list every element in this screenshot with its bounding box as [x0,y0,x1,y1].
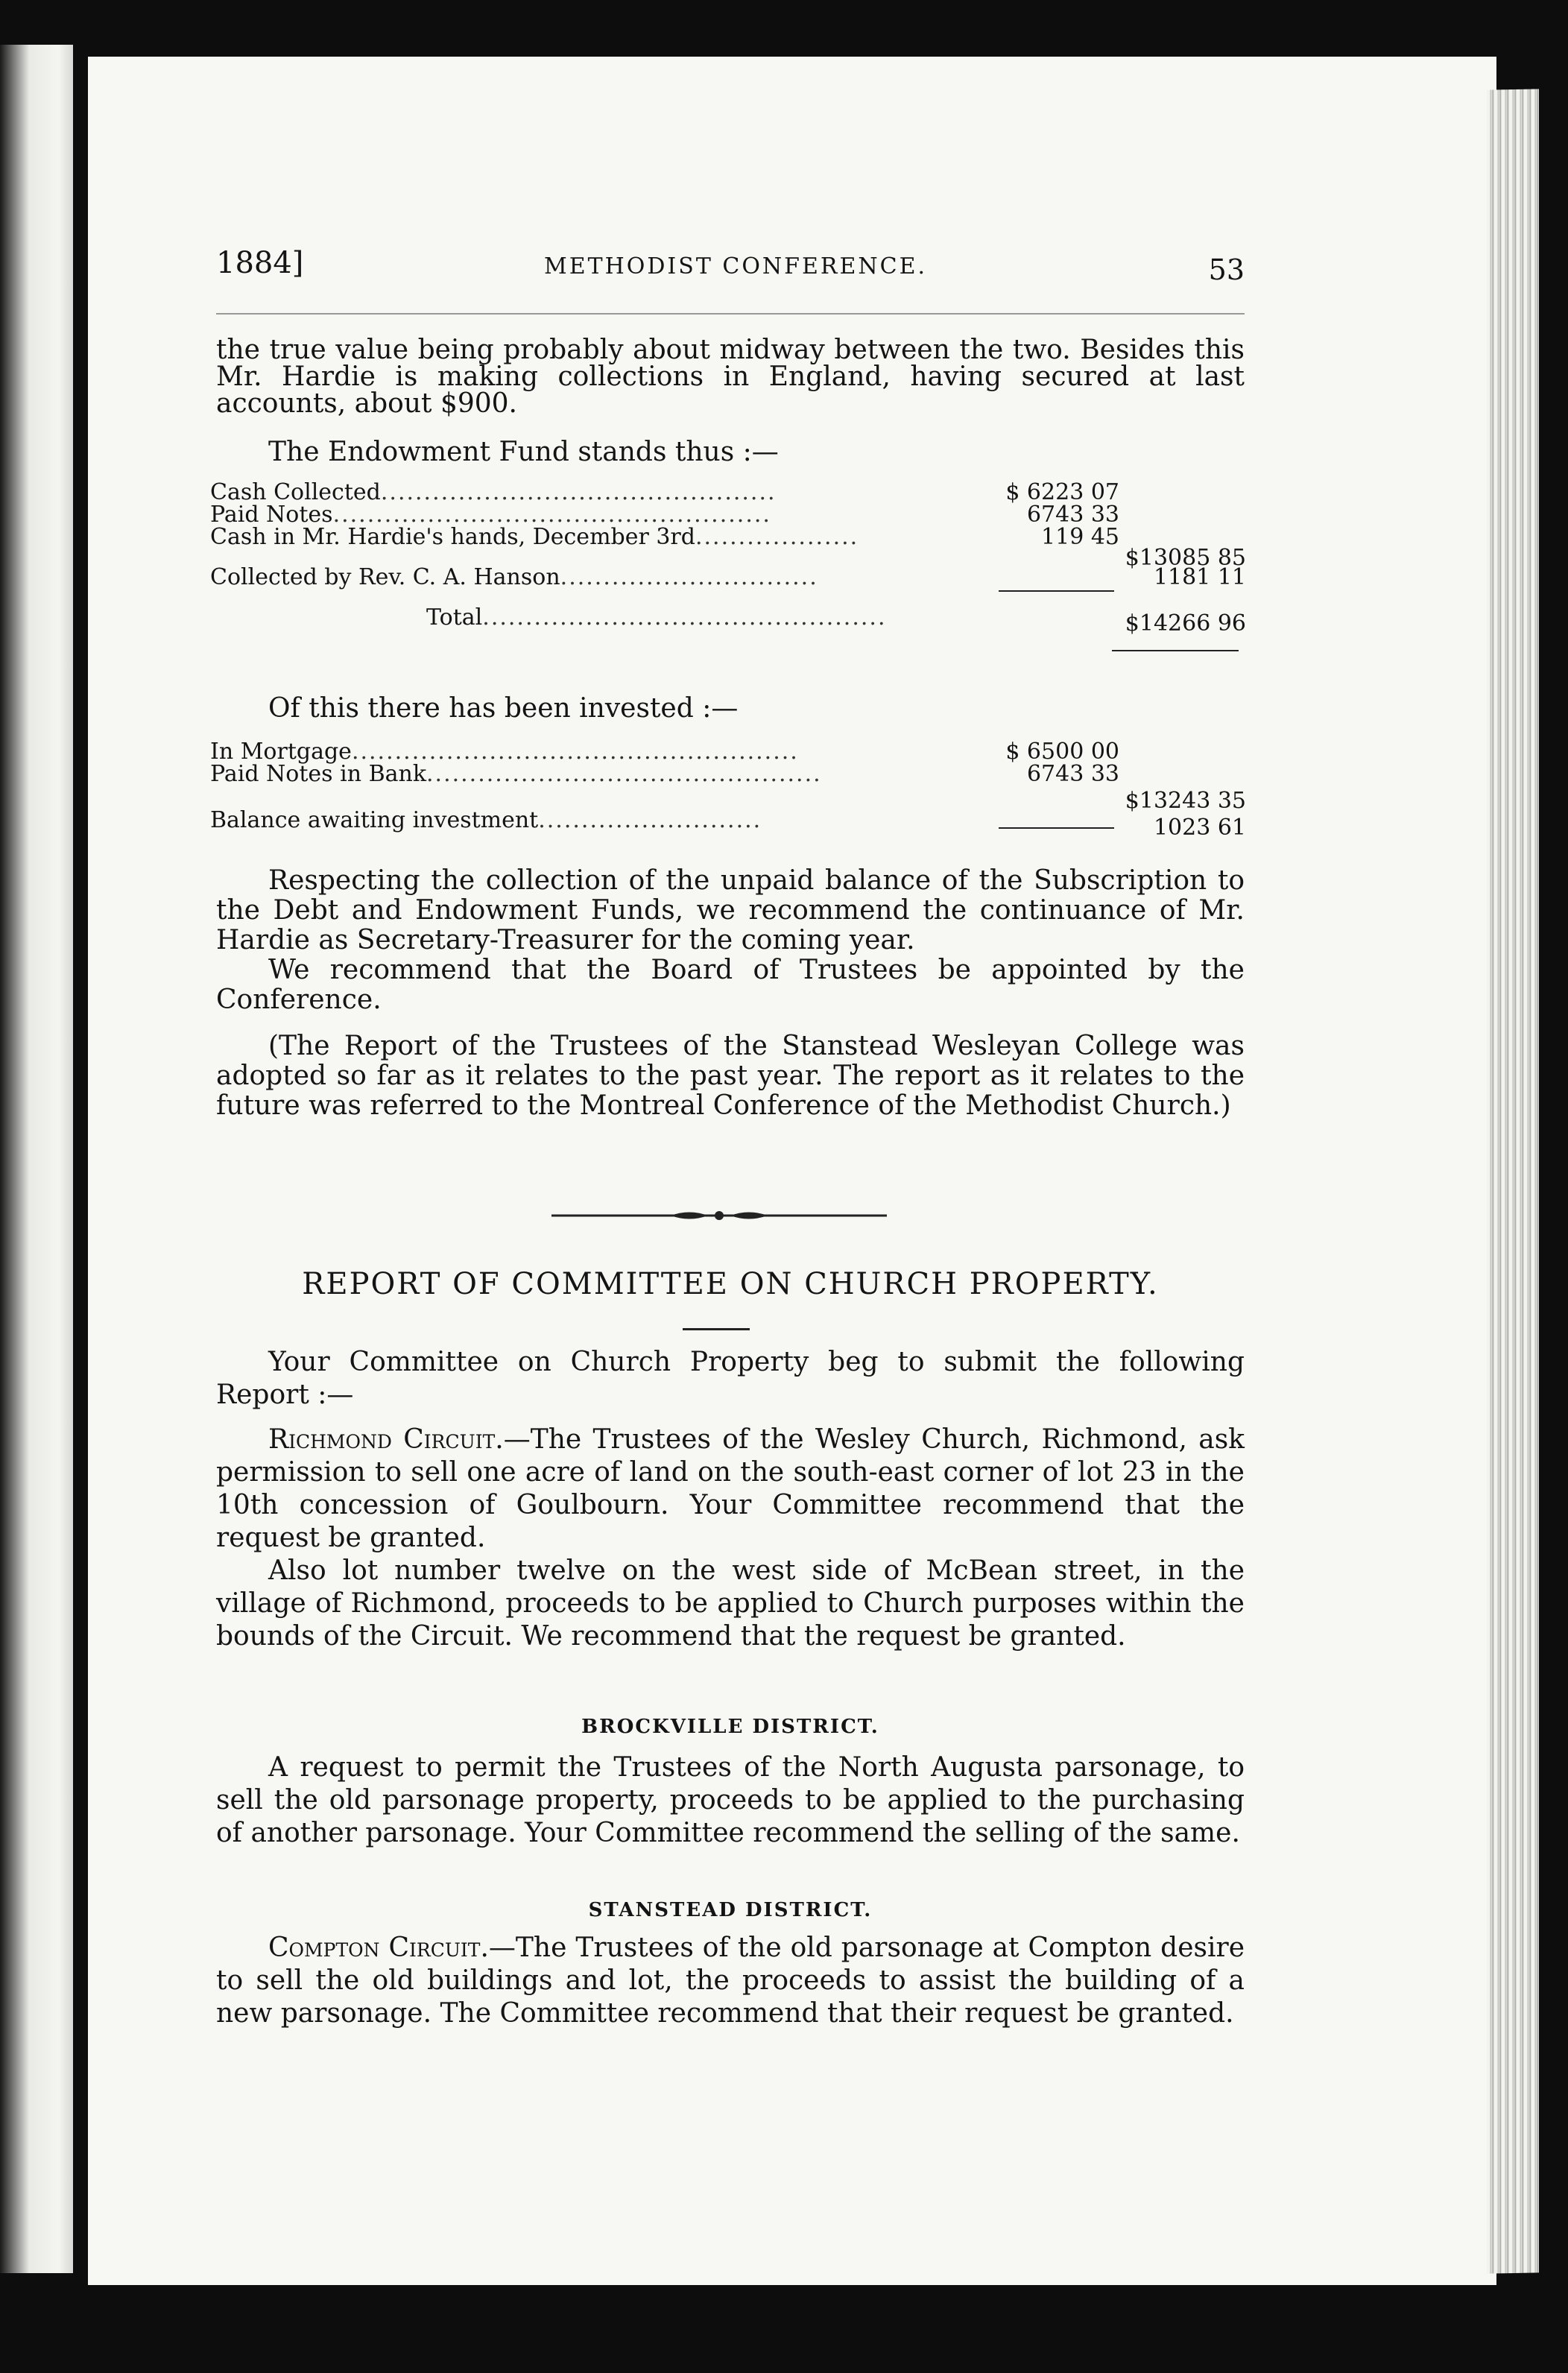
invested-intro: Of this there has been invested :— [268,693,739,724]
invested-ledger [210,739,1246,841]
ledger-label: In Mortgage [210,739,352,765]
header-rule [216,313,1245,315]
brockville-text: A request to permit the Trustees of the North Augusta parsonage, to sell the old parsonage property, proceeds to be applied to the purchasing of another parsonage. Your Committee recommend the selling of the same. [216,1752,1245,1848]
sum-rule [1112,650,1239,651]
richmond-text: —The Trustees of the Wesley Church, Richmond, ask permission to sell one acre of land on the south-east corner of lot 23 in the 10th concession of Goulbourn. Your Committee recommend that the request be granted. [216,1424,1245,1553]
paragraph: (The Report of the Trustees of the Stanstead Wesleyan College was adopted so far as it relates to the past year. The report as it relates to the future was referred to the Montreal Conference of the Methodist Church.) [216,1031,1245,1121]
sum-rule [999,827,1114,829]
paragraph: Respecting the collection of the unpaid balance of the Subscription to the Debt and Endowment Funds, we recommend the continuance of Mr. Hardie as Secretary-Treasurer for the coming year. [216,865,1245,955]
ledger-total-row: Total............................................... $14266 96 [426,604,1246,636]
compton-heading: Compton Circuit. [268,1933,489,1963]
ledger-label: Cash Collected [210,479,381,505]
endowment-ledger [210,479,1246,636]
recommendation-paragraphs [216,866,1245,1121]
ledger-amount: $ 6500 00 [1005,739,1119,765]
ledger-amount: 6743 33 [1026,502,1119,528]
title-rule [683,1328,750,1330]
endowment-intro-block [216,437,1245,468]
ledger-subtotal: $13243 35 [1125,788,1246,814]
ledger-amount: 6743 33 [1026,761,1119,787]
ledger-total-label: Total [426,604,483,631]
ledger-label: Paid Notes in Bank [210,761,426,787]
ledger-amount: 1023 61 [1153,815,1246,841]
page-number: 53 [1208,253,1245,286]
stanstead-heading: STANSTEAD DISTRICT. [588,1899,873,1921]
ledger-row: In Mortgage.................................................... $ 6500 00 [210,739,1119,765]
ledger-label: Cash in Mr. Hardie's hands, December 3rd [210,524,695,550]
paragraph: We recommend that the Board of Trustees be appointed by the Conference. [216,955,1245,1015]
compton-block [216,1932,1245,2030]
ledger-subtotal: $13085 85 [1125,545,1246,571]
header-title: METHODIST CONFERENCE. [544,253,928,279]
ledger-row: Balance awaiting investment.......................... 1023 61 [210,807,1246,841]
sum-rule [999,590,1114,592]
ledger-label: Collected by Rev. C. A. Hanson [210,564,560,590]
ledger-amount: 119 45 [1041,524,1119,550]
richmond-heading: Richmond Circuit. [268,1424,504,1455]
ledger-row: Paid Notes................................................... 6743 33 [210,502,1119,528]
header-year: 1884] [216,246,304,280]
invested-intro-block [216,693,1245,724]
endowment-intro: The Endowment Fund stands thus :— [268,437,779,467]
ledger-label: Paid Notes [210,502,333,528]
ledger-row: Collected by Rev. C. A. Hanson.............................. 1181 11 [210,564,1246,590]
intro-paragraph: the true value being probably about midway between the two. Besides this Mr. Hardie is making collections in England, having secured at last accounts, about $900. [216,335,1245,419]
brockville-heading: BROCKVILLE DISTRICT. [581,1716,879,1738]
running-header [216,246,1245,286]
report-title: REPORT OF COMMITTEE ON CHURCH PROPERTY. [302,1267,1159,1301]
ledger-row: Cash Collected.............................................. $ 6223 07 [210,479,1119,505]
ornament-divider [551,1206,887,1225]
compton-paragraph [216,1932,1245,2030]
ledger-total: $14266 96 [1125,610,1246,636]
left-page-edge [0,45,73,2273]
ledger-row: Cash in Mr. Hardie's hands, December 3rd................... 119 45 [210,524,1119,550]
ledger-label: Balance awaiting investment [210,807,539,833]
report-intro: Your Committee on Church Property beg to submit the following Report :— [216,1347,1245,1410]
brockville-block [216,1751,1245,1850]
report-body [216,1346,1245,1653]
richmond-paragraph [216,1424,1245,1555]
ledger-amount: 1181 11 [1153,564,1246,590]
compton-text: —The Trustees of the old parsonage at Compton desire to sell the old buildings and lot, the proceeds to assist the building of a new parsonage. The Committee recommend that their request be granted. [216,1933,1245,2029]
richmond-also: Also lot number twelve on the west side of McBean street, in the village of Richmond, proceeds to be applied to Church purposes within the bounds of the Circuit. We recommend that the request be granted. [216,1555,1245,1652]
intro-paragraph-block [216,337,1245,417]
ledger-amount: $ 6223 07 [1005,479,1119,505]
ledger-row: Paid Notes in Bank.............................................. 6743 33 [210,761,1119,787]
page-stack-edges [1487,89,1539,2273]
